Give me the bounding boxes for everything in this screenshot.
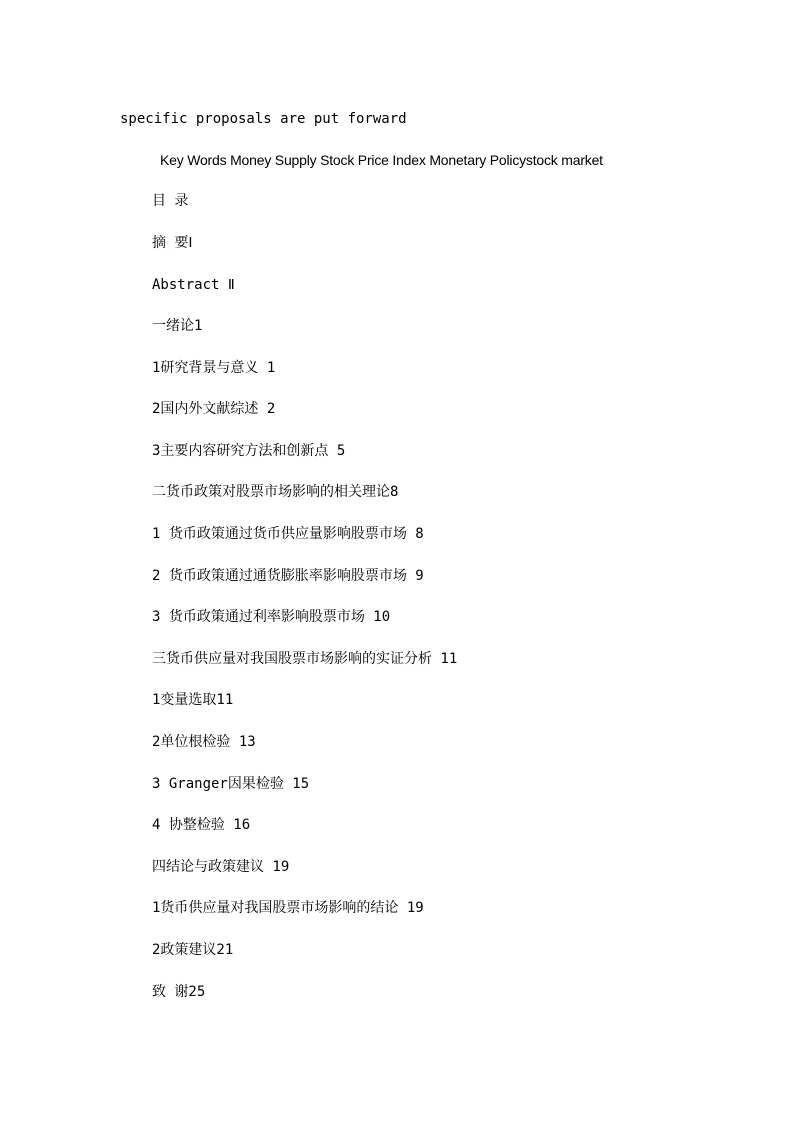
toc-item: 1变量选取11 <box>152 692 234 708</box>
toc-item: 2 货币政策通过通货膨胀率影响股票市场 9 <box>152 568 424 584</box>
toc-item: 1研究背景与意义 1 <box>152 360 276 376</box>
toc-heading: 目 录 <box>152 193 189 209</box>
toc-item: 一绪论1 <box>152 318 203 334</box>
toc-item: 3 货币政策通过利率影响股票市场 10 <box>152 609 391 625</box>
toc-item: 2国内外文献综述 2 <box>152 401 276 417</box>
toc-item: 致 谢25 <box>152 984 206 1000</box>
toc-item: 3 Granger因果检验 15 <box>152 776 310 792</box>
abstract-tail-text: specific proposals are put forward <box>120 111 407 127</box>
keywords-line: Key Words Money Supply Stock Price Index Monetary Policystock market <box>160 152 603 168</box>
toc-item: 2单位根检验 13 <box>152 734 256 750</box>
toc-item: 4 协整检验 16 <box>152 817 251 833</box>
toc-item: 二货币政策对股票市场影响的相关理论8 <box>152 484 399 500</box>
toc-item: 1 货币政策通过货币供应量影响股票市场 8 <box>152 526 424 542</box>
toc-item: Abstract Ⅱ <box>152 277 235 293</box>
toc-item: 三货币供应量对我国股票市场影响的实证分析 11 <box>152 651 458 667</box>
toc-item: 1货币供应量对我国股票市场影响的结论 19 <box>152 900 424 916</box>
toc-item: 2政策建议21 <box>152 942 234 958</box>
toc-item: 四结论与政策建议 19 <box>152 859 290 875</box>
toc-item: 摘 要Ⅰ <box>152 235 193 251</box>
toc-item: 3主要内容研究方法和创新点 5 <box>152 443 346 459</box>
